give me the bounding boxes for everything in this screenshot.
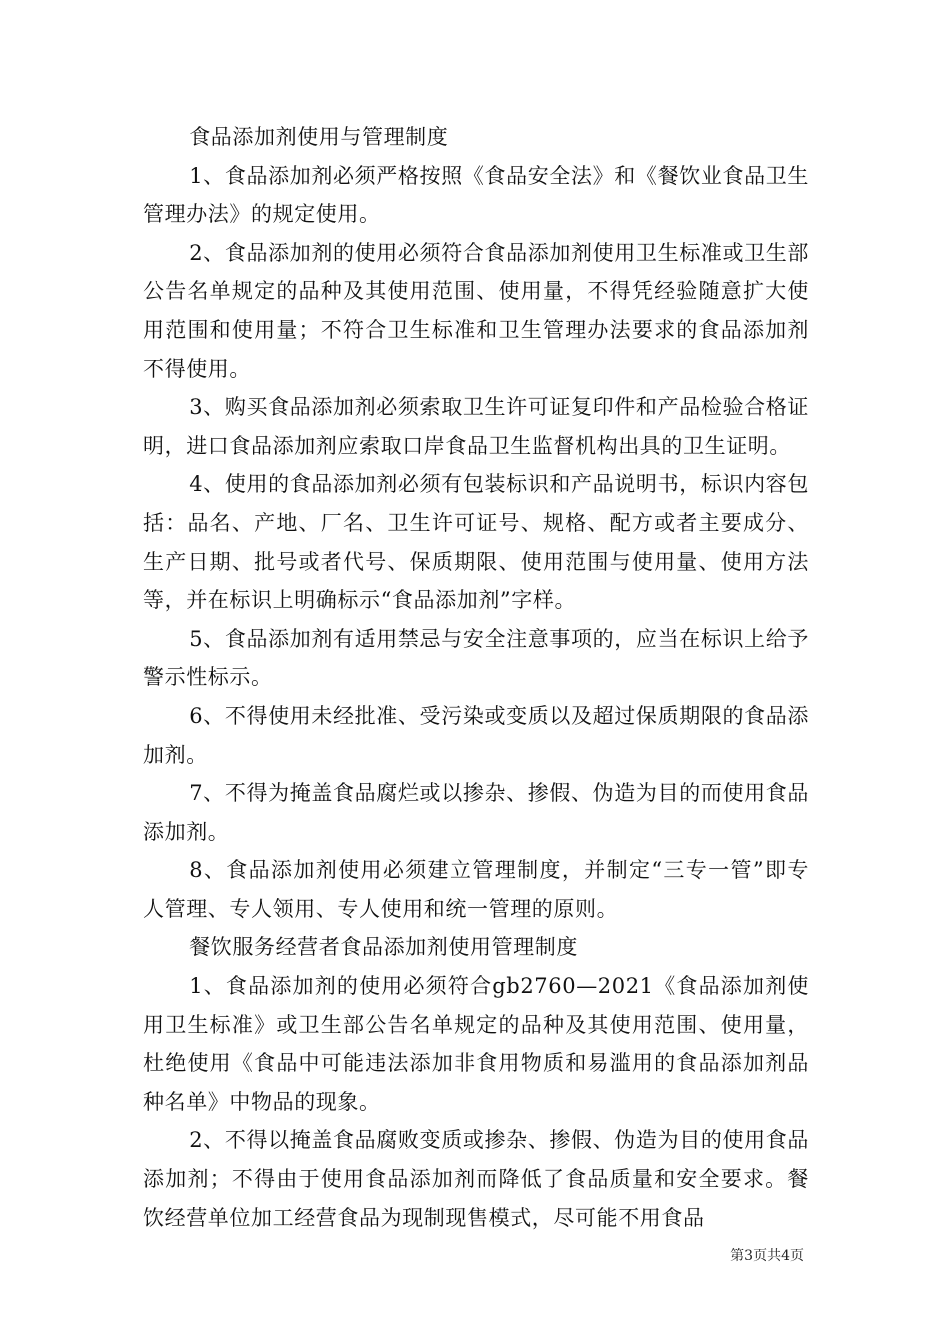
section-title: 食品添加剂使用与管理制度 bbox=[189, 125, 449, 149]
paragraph: 8、食品添加剂使用必须建立管理制度，并制定“三专一管”即专人管理、专人领用、专人使用和统一管理的原则。 bbox=[143, 858, 809, 921]
paragraph: 7、不得为掩盖食品腐烂或以掺杂、掺假、伪造为目的而使用食品添加剂。 bbox=[143, 781, 809, 844]
section-title: 餐饮服务经营者食品添加剂使用管理制度 bbox=[189, 935, 578, 960]
paragraph: 1、食品添加剂的使用必须符合gb2760—2021《食品添加剂使用卫生标准》或卫生部公告名单规定的品种及其使用范围、使用量，杜绝使用《食品中可能违法添加非食用物质和易滥用的食品添加剂品种名单》中物品的现象。 bbox=[143, 974, 809, 1114]
paragraph: 4、使用的食品添加剂必须有包装标识和产品说明书，标识内容包括：品名、产地、厂名、卫生许可证号、规格、配方或者主要成分、生产日期、批号或者代号、保质期限、使用范围与使用量、使用方法等，并在标识上明确标示“食品添加剂”字样。 bbox=[143, 472, 809, 613]
paragraph: 1、食品添加剂必须严格按照《食品安全法》和《餐饮业食品卫生管理办法》的规定使用。 bbox=[143, 163, 809, 227]
paragraph: 3、购买食品添加剂必须索取卫生许可证复印件和产品检验合格证明，进口食品添加剂应索取口岸食品卫生监督机构出具的卫生证明。 bbox=[143, 395, 809, 458]
paragraph: 5、食品添加剂有适用禁忌与安全注意事项的，应当在标识上给予警示性标示。 bbox=[143, 626, 809, 690]
document-body bbox=[143, 118, 809, 1237]
paragraph: 6、不得使用未经批准、受污染或变质以及超过保质期限的食品添加剂。 bbox=[143, 703, 809, 767]
paragraph: 2、食品添加剂的使用必须符合食品添加剂使用卫生标准或卫生部公告名单规定的品种及其使用范围、使用量，不得凭经验随意扩大使用范围和使用量；不符合卫生标准和卫生管理办法要求的食品添加剂不得使用。 bbox=[143, 240, 809, 381]
paragraph: 2、不得以掩盖食品腐败变质或掺杂、掺假、伪造为目的使用食品添加剂；不得由于使用食品添加剂而降低了食品质量和安全要求。餐饮经营单位加工经营食品为现制现售模式，尽可能不用食品 bbox=[143, 1128, 809, 1230]
page-number: 第3页共4页 bbox=[730, 1248, 804, 1264]
